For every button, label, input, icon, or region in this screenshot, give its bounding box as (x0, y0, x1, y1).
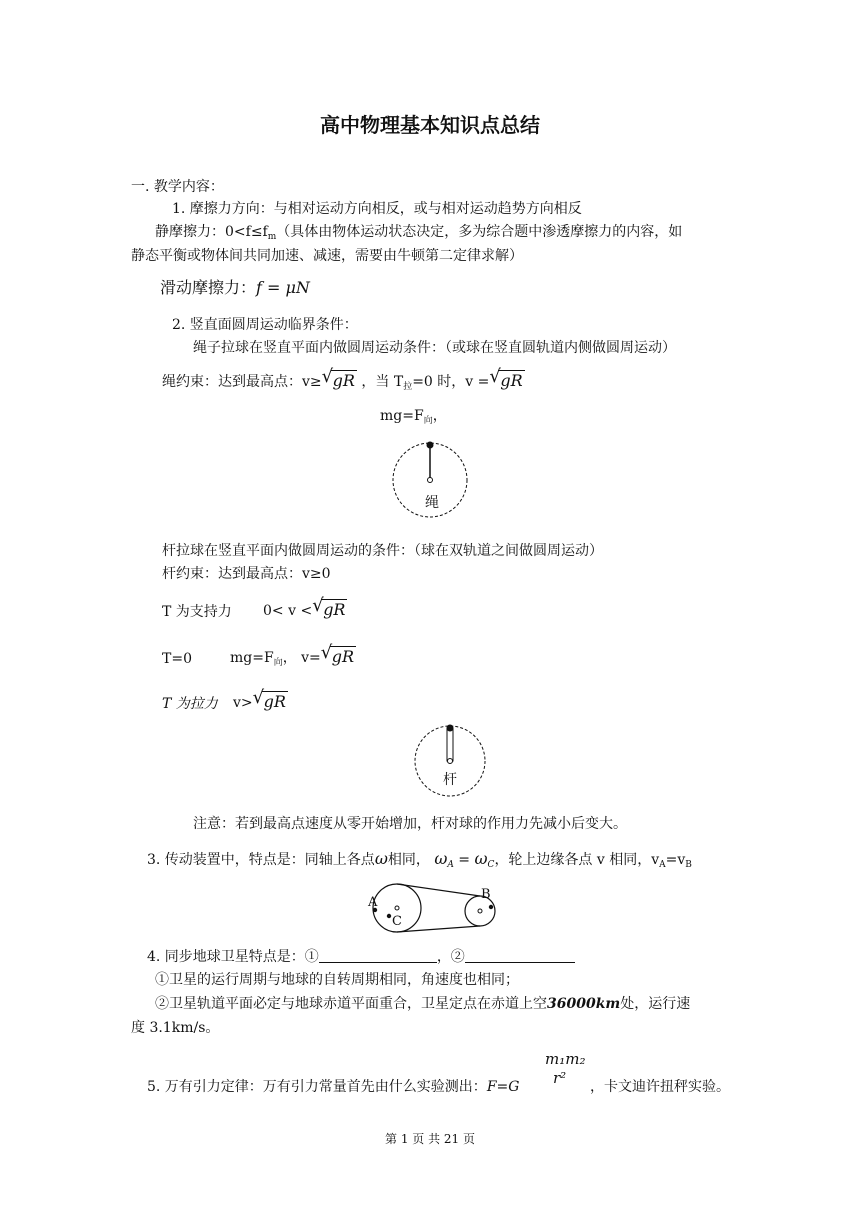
formula-lhs: F=G (486, 1079, 520, 1095)
zero-force: mg=F (230, 650, 274, 666)
blank-1[interactable] (319, 948, 437, 963)
rope-intro: 绳子拉球在竖直平面内做圆周运动条件：（或球在竖直圆轨道内侧做圆周运动） (193, 340, 676, 356)
item5-text-b: ，卡文迪许扭秤实验。 (590, 1079, 730, 1095)
rope-force (380, 407, 447, 430)
point2-b: 36000km (547, 996, 621, 1012)
rope-diagram-label: 绳 (425, 495, 439, 511)
label-a: A (368, 895, 378, 910)
static-prefix: 静摩擦力：0<f≤f (155, 224, 268, 240)
rod-constraint: 杆约束：达到最高点：v≥0 (162, 566, 331, 582)
label-b: B (481, 887, 491, 902)
point2-a: ②卫星轨道平面必定与地球赤道平面重合，卫星定点在赤道上空 (155, 996, 547, 1012)
page-title: 高中物理基本知识点总结 (320, 113, 540, 137)
pull-label: T 为拉力 (162, 696, 218, 712)
vb-sub: B (685, 860, 692, 870)
omega-a-sub: A (447, 860, 454, 870)
sqrt-gr: √ gR (312, 595, 346, 619)
satellite-point-2 (155, 995, 690, 1013)
zero-label: T=0 (162, 651, 192, 667)
sqrt-gr: √ gR (489, 366, 523, 390)
item4-heading: 4. 同步地球卫星特点是：① (147, 949, 319, 965)
item5-text-a: 5. 万有引力定律：万有引力常量首先由什么实验测出： (147, 1079, 487, 1095)
point-c (387, 914, 391, 918)
item3-line (147, 850, 692, 874)
item4-heading-line (147, 948, 575, 966)
page-footer: 第 1 页 共 21 页 (385, 1132, 475, 1146)
blank-2[interactable] (465, 948, 575, 963)
omega-a: ω (434, 849, 448, 868)
sqrt-gr: √ gR (320, 642, 355, 666)
static-friction-line2: 静态平衡或物体间共同加速、减速，需要由牛顿第二定律求解） (131, 248, 523, 264)
item5-line (147, 1078, 519, 1096)
point-b (489, 905, 493, 909)
zero-v: ， v= (282, 650, 321, 666)
ball-top (447, 725, 454, 732)
center-pivot (428, 478, 433, 483)
rope-force-end: ， (432, 408, 447, 424)
small-axle (478, 909, 482, 913)
center-pivot (448, 759, 453, 764)
support-cond-line (263, 595, 347, 620)
item2-heading: 2. 竖直面圆周运动临界条件： (172, 317, 358, 333)
item3-text-b: 相同， (387, 852, 430, 868)
rod-note: 注意：若到最高点速度从零开始增加，杆对球的作用力先减小后变大。 (193, 816, 627, 832)
omega-symbol: ω (374, 849, 388, 868)
pull-cond-line (233, 687, 288, 712)
rope-when: ，当 T (361, 374, 404, 390)
support-label: T 为支持力 (162, 604, 232, 620)
omega-eq: = (453, 852, 475, 868)
static-rest: （具体由物体运动状态决定，多为综合题中渗透摩擦力的内容，如 (276, 224, 683, 240)
fraction-denominator: r² (553, 1069, 567, 1087)
rod-bar (447, 728, 453, 761)
item4-sep: ，② (436, 949, 465, 965)
support-cond: 0< v < (263, 603, 313, 619)
static-friction-line (155, 223, 682, 246)
big-axle (395, 906, 399, 910)
static-sub: m (267, 232, 277, 242)
rope-force-sub: 向 (423, 416, 433, 426)
rod-diagram-label: 杆 (443, 772, 457, 788)
omega-c: ω (474, 849, 488, 868)
va-sub: A (659, 860, 666, 870)
zero-force-sub: 向 (273, 658, 283, 668)
rod-intro: 杆拉球在竖直平面内做圆周运动的条件：（球在双轨道之间做圆周运动） (162, 543, 603, 559)
rope-when-sub: 拉 (403, 382, 413, 392)
section-heading: 一. 教学内容： (131, 179, 224, 195)
sliding-label: 滑动摩擦力： (160, 278, 257, 297)
point2-c: 处，运行速 (620, 996, 691, 1012)
sqrt-gr: √ gR (321, 366, 355, 390)
sliding-friction (160, 279, 310, 297)
item3-text-c: ，轮上边缘各点 v 相同，v (494, 852, 660, 868)
rope-when-rest: =0 时，v = (412, 374, 490, 390)
sqrt-gr: √ gR (252, 687, 286, 711)
fraction-numerator: m₁m₂ (545, 1050, 586, 1068)
pull-cond: v> (233, 695, 253, 711)
item3-text-d: =v (665, 852, 686, 868)
label-c: C (392, 914, 402, 929)
zero-force-line (230, 642, 356, 672)
rope-constraint-line (162, 366, 525, 396)
item1-heading: 1. 摩擦力方向：与相对运动方向相反，或与相对运动趋势方向相反 (172, 201, 582, 217)
belt-top (397, 884, 480, 896)
sliding-formula: f = μN (256, 278, 310, 297)
satellite-point-2-line2: 度 3.1km/s。 (131, 1020, 220, 1036)
satellite-point-1: ①卫星的运行周期与地球的自转周期相同，角速度也相同； (155, 972, 519, 988)
rope-force-text: mg=F (380, 408, 424, 424)
omega-c-sub: C (487, 860, 495, 870)
item3-text-a: 3. 传动装置中，特点是：同轴上各点 (147, 852, 375, 868)
rope-constraint: 绳约束：达到最高点：v≥ (162, 374, 322, 390)
